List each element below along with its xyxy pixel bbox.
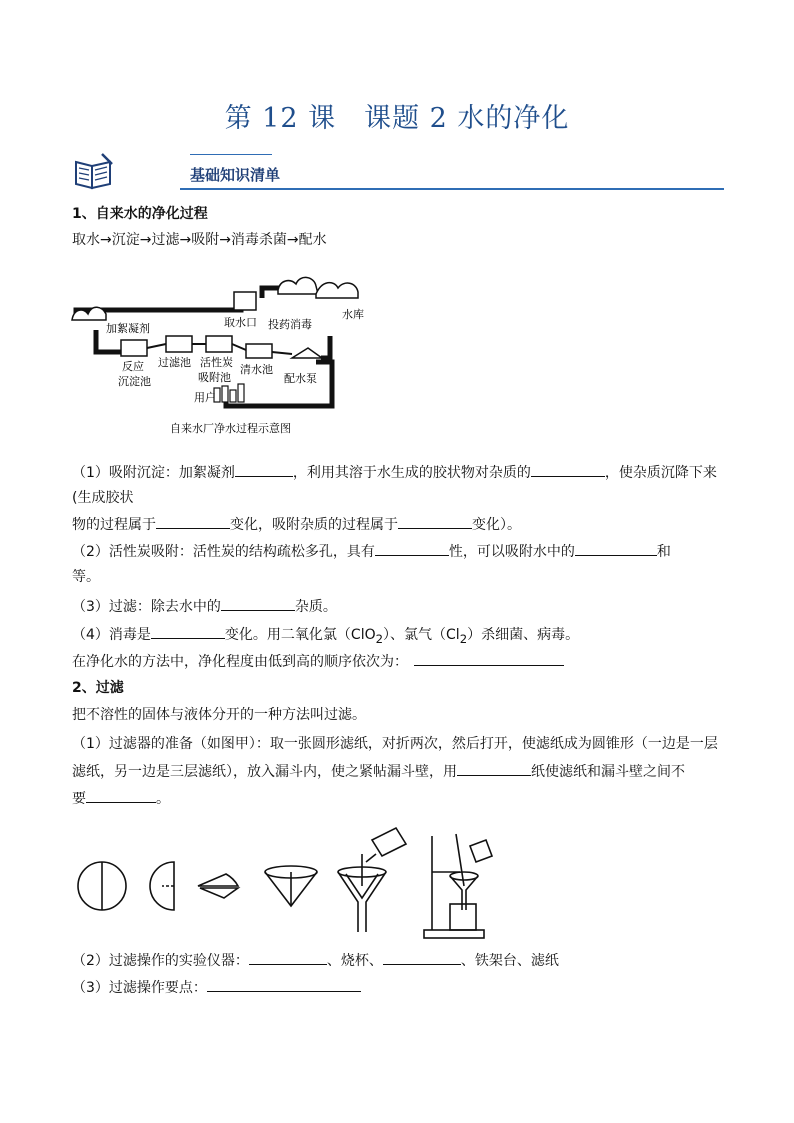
flow-text: 取水→沉淀→过滤→吸附→消毒杀菌→配水 [72, 232, 327, 248]
q4-text-d: ）杀细菌、病毒。 [467, 627, 580, 643]
label-huoxing: 活性炭 [200, 356, 233, 369]
blank-field[interactable] [249, 950, 327, 965]
p1-text-e: 。 [156, 791, 170, 807]
q2-text-b: 性，可以吸附水中的 [448, 544, 575, 560]
clear-water-tank [246, 344, 272, 358]
p1-text-b: 滤纸，另一边是三层滤纸），放入漏斗内，使之紧帖漏斗壁，用 [72, 764, 457, 780]
page-title: 第 12 课 课题 2 水的净化 [224, 103, 570, 134]
blank-field[interactable] [221, 596, 295, 611]
q4-text-c: ）、氯气（Cl [383, 627, 460, 643]
cloud-icon [72, 277, 358, 320]
stand-setup-icon [424, 834, 492, 938]
blank-field[interactable] [531, 462, 605, 477]
section2-heading: 2、过滤 [72, 680, 124, 696]
header-decor-line [190, 154, 272, 155]
p1-line1: （1）过滤器的准备（如图甲）：取一张圆形滤纸，对折两次，然后打开，使滤纸成为圆锥形（一边是一层 [72, 736, 718, 752]
q1-text-g: 变化）。 [472, 517, 521, 533]
label-yonghu: 用户 [194, 391, 216, 404]
section-header [72, 152, 724, 192]
blank-field[interactable] [86, 788, 156, 803]
label-xifu: 吸附池 [198, 371, 231, 384]
funnel-icon [338, 854, 386, 932]
q1-line1 [72, 462, 717, 483]
label-shuiku: 水库 [342, 308, 364, 321]
q2-line2: 等。 [72, 569, 100, 585]
label-qushuikou: 取水口 [224, 316, 257, 329]
blank-field[interactable] [207, 977, 361, 992]
blank-field[interactable] [235, 462, 293, 477]
cone-paper-icon [265, 866, 317, 906]
quarter-paper-icon [198, 874, 238, 898]
p2-text-c: 、铁架台、滤纸 [460, 953, 559, 969]
p2-line [72, 950, 559, 971]
p1-text-c: 纸使滤纸和漏斗壁之间不 [531, 764, 685, 780]
section-title: 基础知识清单 [190, 166, 281, 184]
q4-text-b: 变化。用二氧化氯（ClO [224, 627, 376, 643]
blank-field[interactable] [151, 624, 225, 639]
p1-line3 [72, 788, 170, 809]
blank-field[interactable] [457, 761, 531, 776]
water-intake-box [234, 292, 256, 310]
header-underline [180, 188, 724, 190]
q1-text-c: ，使杂质沉降下来 [604, 465, 717, 481]
p1-line2 [72, 761, 685, 782]
q3-line [72, 596, 337, 617]
label-guolv: 过滤池 [158, 356, 191, 369]
label-touyao: 投药消毒 [268, 318, 312, 331]
filter-diagram [76, 826, 516, 942]
user-building-icon [214, 384, 244, 402]
blank-field[interactable] [414, 651, 564, 666]
p3-text-a: （3）过滤操作要点： [72, 980, 207, 996]
q3-text-b: 杂质。 [294, 599, 337, 615]
reaction-tank [121, 340, 147, 356]
label-fanying: 反应 [122, 360, 144, 373]
q4-subscript: 2 [459, 631, 468, 646]
q2-line1 [72, 541, 671, 562]
blank-field[interactable] [383, 950, 461, 965]
carbon-tank [206, 336, 232, 352]
q2-text-a: （2）活性炭吸附：活性炭的结构疏松多孔，具有 [72, 544, 375, 560]
blank-field[interactable] [375, 541, 449, 556]
p3-line [72, 977, 361, 998]
q4-line [72, 624, 579, 649]
label-jiaxu: 加絮凝剂 [106, 322, 150, 335]
q1-line3 [72, 514, 521, 535]
s2-definition: 把不溶性的固体与液体分开的一种方法叫过滤。 [72, 707, 366, 723]
label-qingshui: 清水池 [240, 363, 273, 376]
circle-paper-icon [78, 862, 126, 910]
q4-subscript: 2 [375, 631, 384, 646]
diagram-caption: 自来水厂净水过程示意图 [170, 422, 291, 435]
order-text: 在净化水的方法中，净化程度由低到高的顺序依次为： [72, 654, 408, 670]
order-line [72, 651, 564, 672]
label-peishui: 配水泵 [284, 372, 317, 385]
q3-text-a: （3）过滤：除去水中的 [72, 599, 221, 615]
half-paper-icon [150, 862, 174, 910]
book-icon [72, 152, 116, 192]
q1-text-b: ，利用其溶于水生成的胶状物对杂质的 [292, 465, 531, 481]
blank-field[interactable] [575, 541, 657, 556]
q2-text-c: 和 [656, 544, 671, 560]
q1-text-e: 物的过程属于 [72, 517, 156, 533]
blank-field[interactable] [398, 514, 472, 529]
filter-tank [166, 336, 192, 352]
p2-text-b: 、烧杯、 [326, 953, 383, 969]
beaker-pour-icon [366, 828, 406, 862]
p2-text-a: （2）过滤操作的实验仪器： [72, 953, 249, 969]
q1-text-f: 变化，吸附杂质的过程属于 [230, 517, 398, 533]
section1-heading: 1、自来水的净化过程 [72, 206, 208, 222]
q1-line2: (生成胶状 [72, 490, 134, 506]
blank-field[interactable] [156, 514, 230, 529]
q4-text-a: （4）消毒是 [72, 627, 151, 643]
water-plant-diagram [66, 268, 386, 438]
q1-text-a: （1）吸附沉淀：加絮凝剂 [72, 465, 235, 481]
label-chendian: 沉淀池 [118, 375, 151, 388]
pump-shape [292, 348, 322, 358]
p1-text-d: 要 [72, 791, 86, 807]
